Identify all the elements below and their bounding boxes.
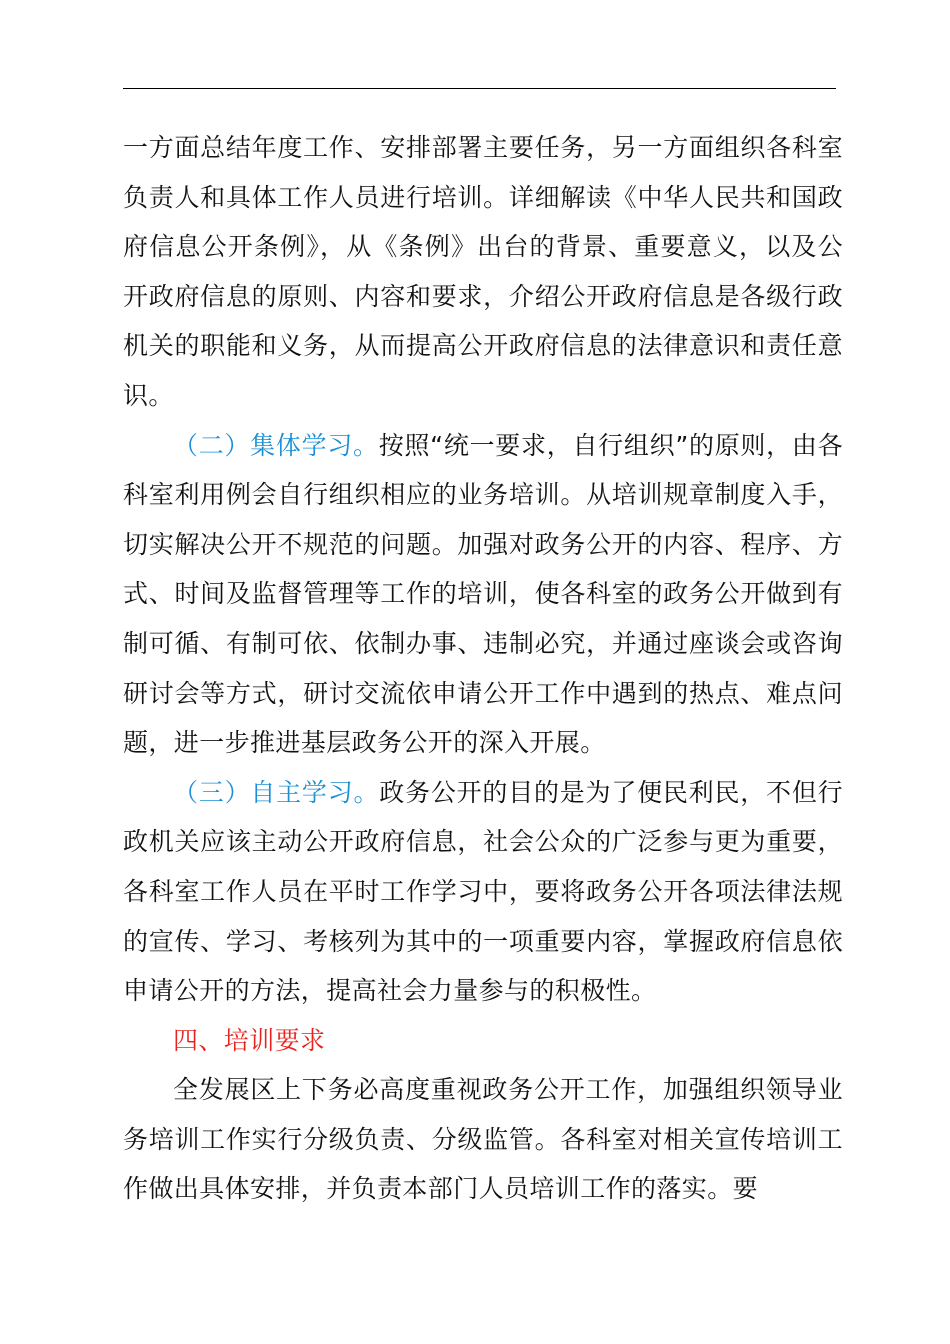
subheading-self-study: （三）自主学习。 (173, 777, 380, 807)
document-body (123, 123, 843, 1214)
paragraph-continuation: 一方面总结年度工作、安排部署主要任务，另一方面组织各科室负责人和具体工作人员进行培训。详细解读《中华人民共和国政府信息公开条例》，从《条例》出台的背景、重要意义，以及公开政府信息的原则、内容和要求，介绍公开政府信息是各级行政机关的职能和义务，从而提高公开政府信息的法律意识和责任意识。 (123, 133, 843, 410)
subheading-collective-study: （二）集体学习。 (173, 430, 379, 460)
heading-training-requirements: 四、培训要求 (173, 1025, 326, 1055)
section-self-study (123, 768, 843, 1016)
section-training-requirements-body: 全发展区上下务必高度重视政务公开工作，加强组织领导业务培训工作实行分级负责、分级监管。各科室对相关宣传培训工作做出具体安排，并负责本部门人员培训工作的落实。要 (123, 1075, 843, 1204)
section-self-study-body: 政务公开的目的是为了便民利民，不但行政机关应该主动公开政府信息，社会公众的广泛参与更为重要，各科室工作人员在平时工作学习中，要将政务公开各项法律法规的宣传、学习、考核列为其中的一项重要内容，掌握政府信息依申请公开的方法，提高社会力量参与的积极性。 (123, 777, 844, 1006)
header-rule (123, 88, 836, 89)
section-collective-study (123, 421, 843, 768)
section-collective-study-body: 按照“统一要求，自行组织”的原则，由各科室利用例会自行组织相应的业务培训。从培训规章制度入手，切实解决公开不规范的问题。加强对政务公开的内容、程序、方式、时间及监督管理等工作的培训，使各科室的政务公开做到有制可循、有制可依、依制办事、违制必究，并通过座谈会或咨询研讨会等方式，研讨交流依申请公开工作中遇到的热点、难点问题，进一步推进基层政务公开的深入开展。 (123, 430, 843, 758)
